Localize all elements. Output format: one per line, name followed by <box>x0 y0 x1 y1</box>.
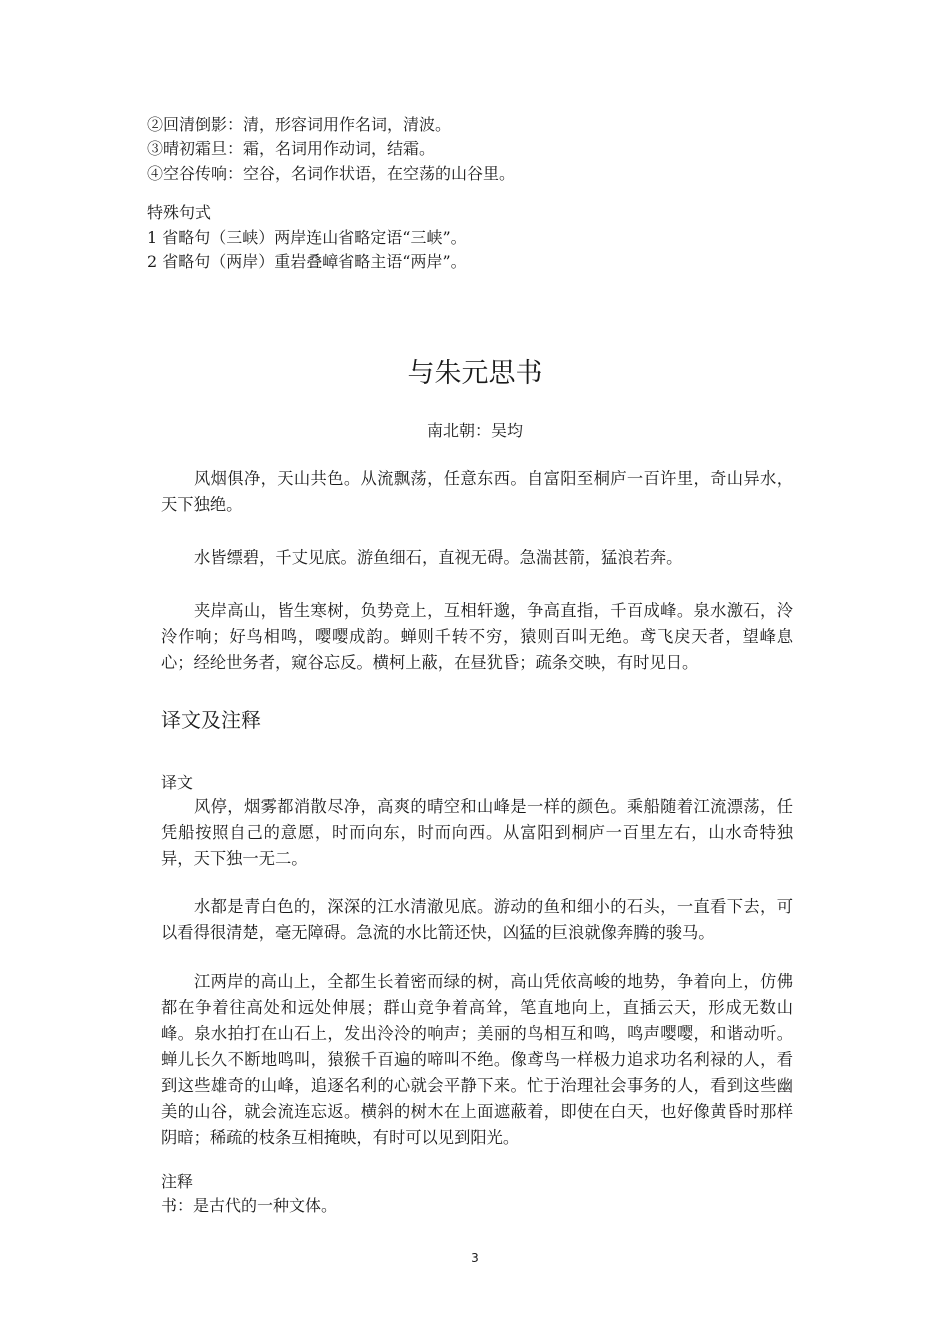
special-sentence-heading: 特殊句式 <box>147 203 212 222</box>
note-item: 书：是古代的一种文体。 <box>161 1196 338 1215</box>
translation-paragraph: 水都是青白色的，深深的江水清澈见底。游动的鱼和细小的石头，一直看下去，可以看得很清楚，毫无障碍。急流的水比箭还快，凶猛的巨浪就像奔腾的骏马。 <box>161 897 793 942</box>
original-paragraph: 风烟俱净，天山共色。从流飘荡，任意东西。自富阳至桐庐一百许里，奇山异水，天下独绝。 <box>161 469 793 514</box>
usage-note-line: ④空谷传响：空谷，名词作状语，在空荡的山谷里。 <box>147 164 516 183</box>
usage-note-line: ②回清倒影：清，形容词用作名词，清波。 <box>147 115 452 134</box>
translation-paragraph: 风停，烟雾都消散尽净，高爽的晴空和山峰是一样的颜色。乘船随着江流漂荡，任凭船按照自己的意愿，时而向东，时而向西。从富阳到桐庐一百里左右，山水奇特独异，天下独一无二。 <box>161 797 793 868</box>
translation-label: 译文 <box>161 773 194 792</box>
special-sentence-line: 2 省略句（两岸）重岩叠嶂省略主语“两岸”。 <box>147 252 467 271</box>
translation-section-heading: 译文及注释 <box>161 708 261 732</box>
original-paragraph: 水皆缥碧，千丈见底。游鱼细石，直视无碍。急湍甚箭，猛浪若奔。 <box>194 548 683 567</box>
article-author: 南北朝：吴均 <box>426 421 523 440</box>
usage-note-line: ③晴初霜旦：霜，名词用作动词，结霜。 <box>147 139 436 158</box>
notes-label: 注释 <box>161 1172 194 1191</box>
original-paragraph: 夹岸高山，皆生寒树，负势竞上，互相轩邈，争高直指，千百成峰。泉水激石，泠泠作响；好鸟相鸣，嘤嘤成韵。蝉则千转不穷，猿则百叫无绝。鸢飞戾天者，望峰息心；经纶世务者，窥谷忘反。横柯上蔽，在昼犹昏；疏条交映，有时见日。 <box>161 601 793 672</box>
translation-paragraph: 江两岸的高山上，全都生长着密而绿的树，高山凭依高峻的地势，争着向上，仿佛都在争着往高处和远处伸展；群山竞争着高耸，笔直地向上，直插云天，形成无数山峰。泉水拍打在山石上，发出泠泠的响声；美丽的鸟相互和鸣，鸣声嘤嘤，和谐动听。蝉儿长久不断地鸣叫，猿猴千百遍的啼叫不绝。像鸢鸟一样极力追求功名利禄的人，看到这些雄奇的山峰，追逐名利的心就会平静下来。忙于治理社会事务的人，看到这些幽美的山谷，就会流连忘返。横斜的树木在上面遮蔽着，即使在白天，也好像黄昏时那样阴暗；稀疏的枝条互相掩映，有时可以见到阳光。 <box>161 972 793 1147</box>
article-title: 与朱元思书 <box>407 358 543 389</box>
special-sentence-line: 1 省略句（三峡）两岸连山省略定语“三峡”。 <box>147 228 467 247</box>
page-number: 3 <box>471 1251 479 1265</box>
